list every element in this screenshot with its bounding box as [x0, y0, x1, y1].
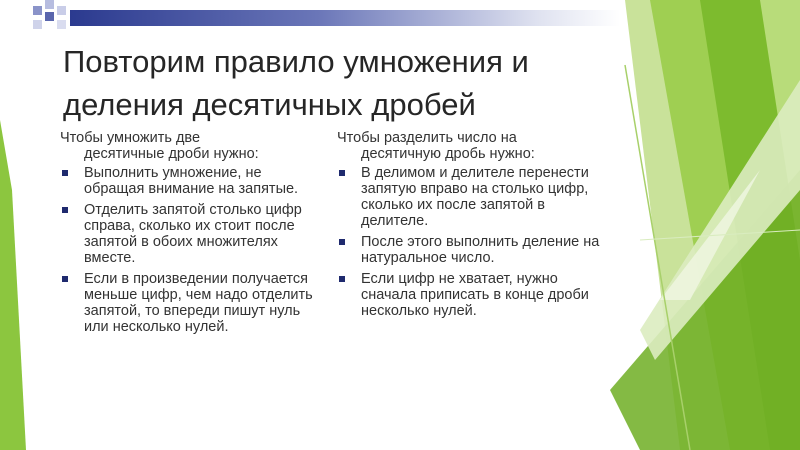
list-item: [337, 234, 612, 266]
list-item: [60, 271, 325, 335]
right-column: [337, 130, 612, 324]
bullet-icon: [339, 170, 345, 176]
list-item-text: Если цифр не хватает, нужно сначала приписать в конце дроби несколько нулей.: [361, 271, 589, 319]
bullet-icon: [62, 276, 68, 282]
bullet-icon: [62, 207, 68, 213]
list-item-text: Если в произведении получается меньше цифр, чем надо отделить запятой, то впереди пишут нуль или несколько нулей.: [84, 271, 313, 335]
left-intro-line1: Чтобы умножить две: [60, 130, 201, 146]
list-item-text: Выполнить умножение, не обращая внимание на запятые.: [84, 165, 299, 197]
list-item: [337, 165, 612, 229]
list-item-text: В делимом и делителе перенести запятую вправо на столько цифр, сколько их после запятой в делителе.: [361, 165, 589, 229]
list-item: [337, 271, 612, 319]
right-intro-line2: десятичную дробь нужно:: [361, 146, 535, 162]
list-item-text: Отделить запятой столько цифр справа, сколько их стоит после запятой в обоих множителях вместе.: [84, 202, 302, 266]
left-bullet-list: [60, 165, 325, 335]
bullet-icon: [62, 170, 68, 176]
title-bar: [70, 10, 620, 26]
right-intro-line1: Чтобы разделить число на: [337, 130, 517, 146]
slide-title: Повторим правило умножения и деления десятичных дробей: [63, 44, 529, 122]
left-intro-line2: десятичные дроби нужно:: [84, 146, 259, 162]
left-intro: [60, 130, 325, 162]
corner-squares-decoration: [31, 0, 73, 34]
right-intro: [337, 130, 612, 162]
left-column: [60, 130, 325, 340]
bullet-icon: [339, 239, 345, 245]
list-item: [60, 165, 325, 197]
right-bullet-list: [337, 165, 612, 319]
list-item-text: После этого выполнить деление на натуральное число.: [361, 234, 600, 266]
bullet-icon: [339, 276, 345, 282]
list-item: [60, 202, 325, 266]
